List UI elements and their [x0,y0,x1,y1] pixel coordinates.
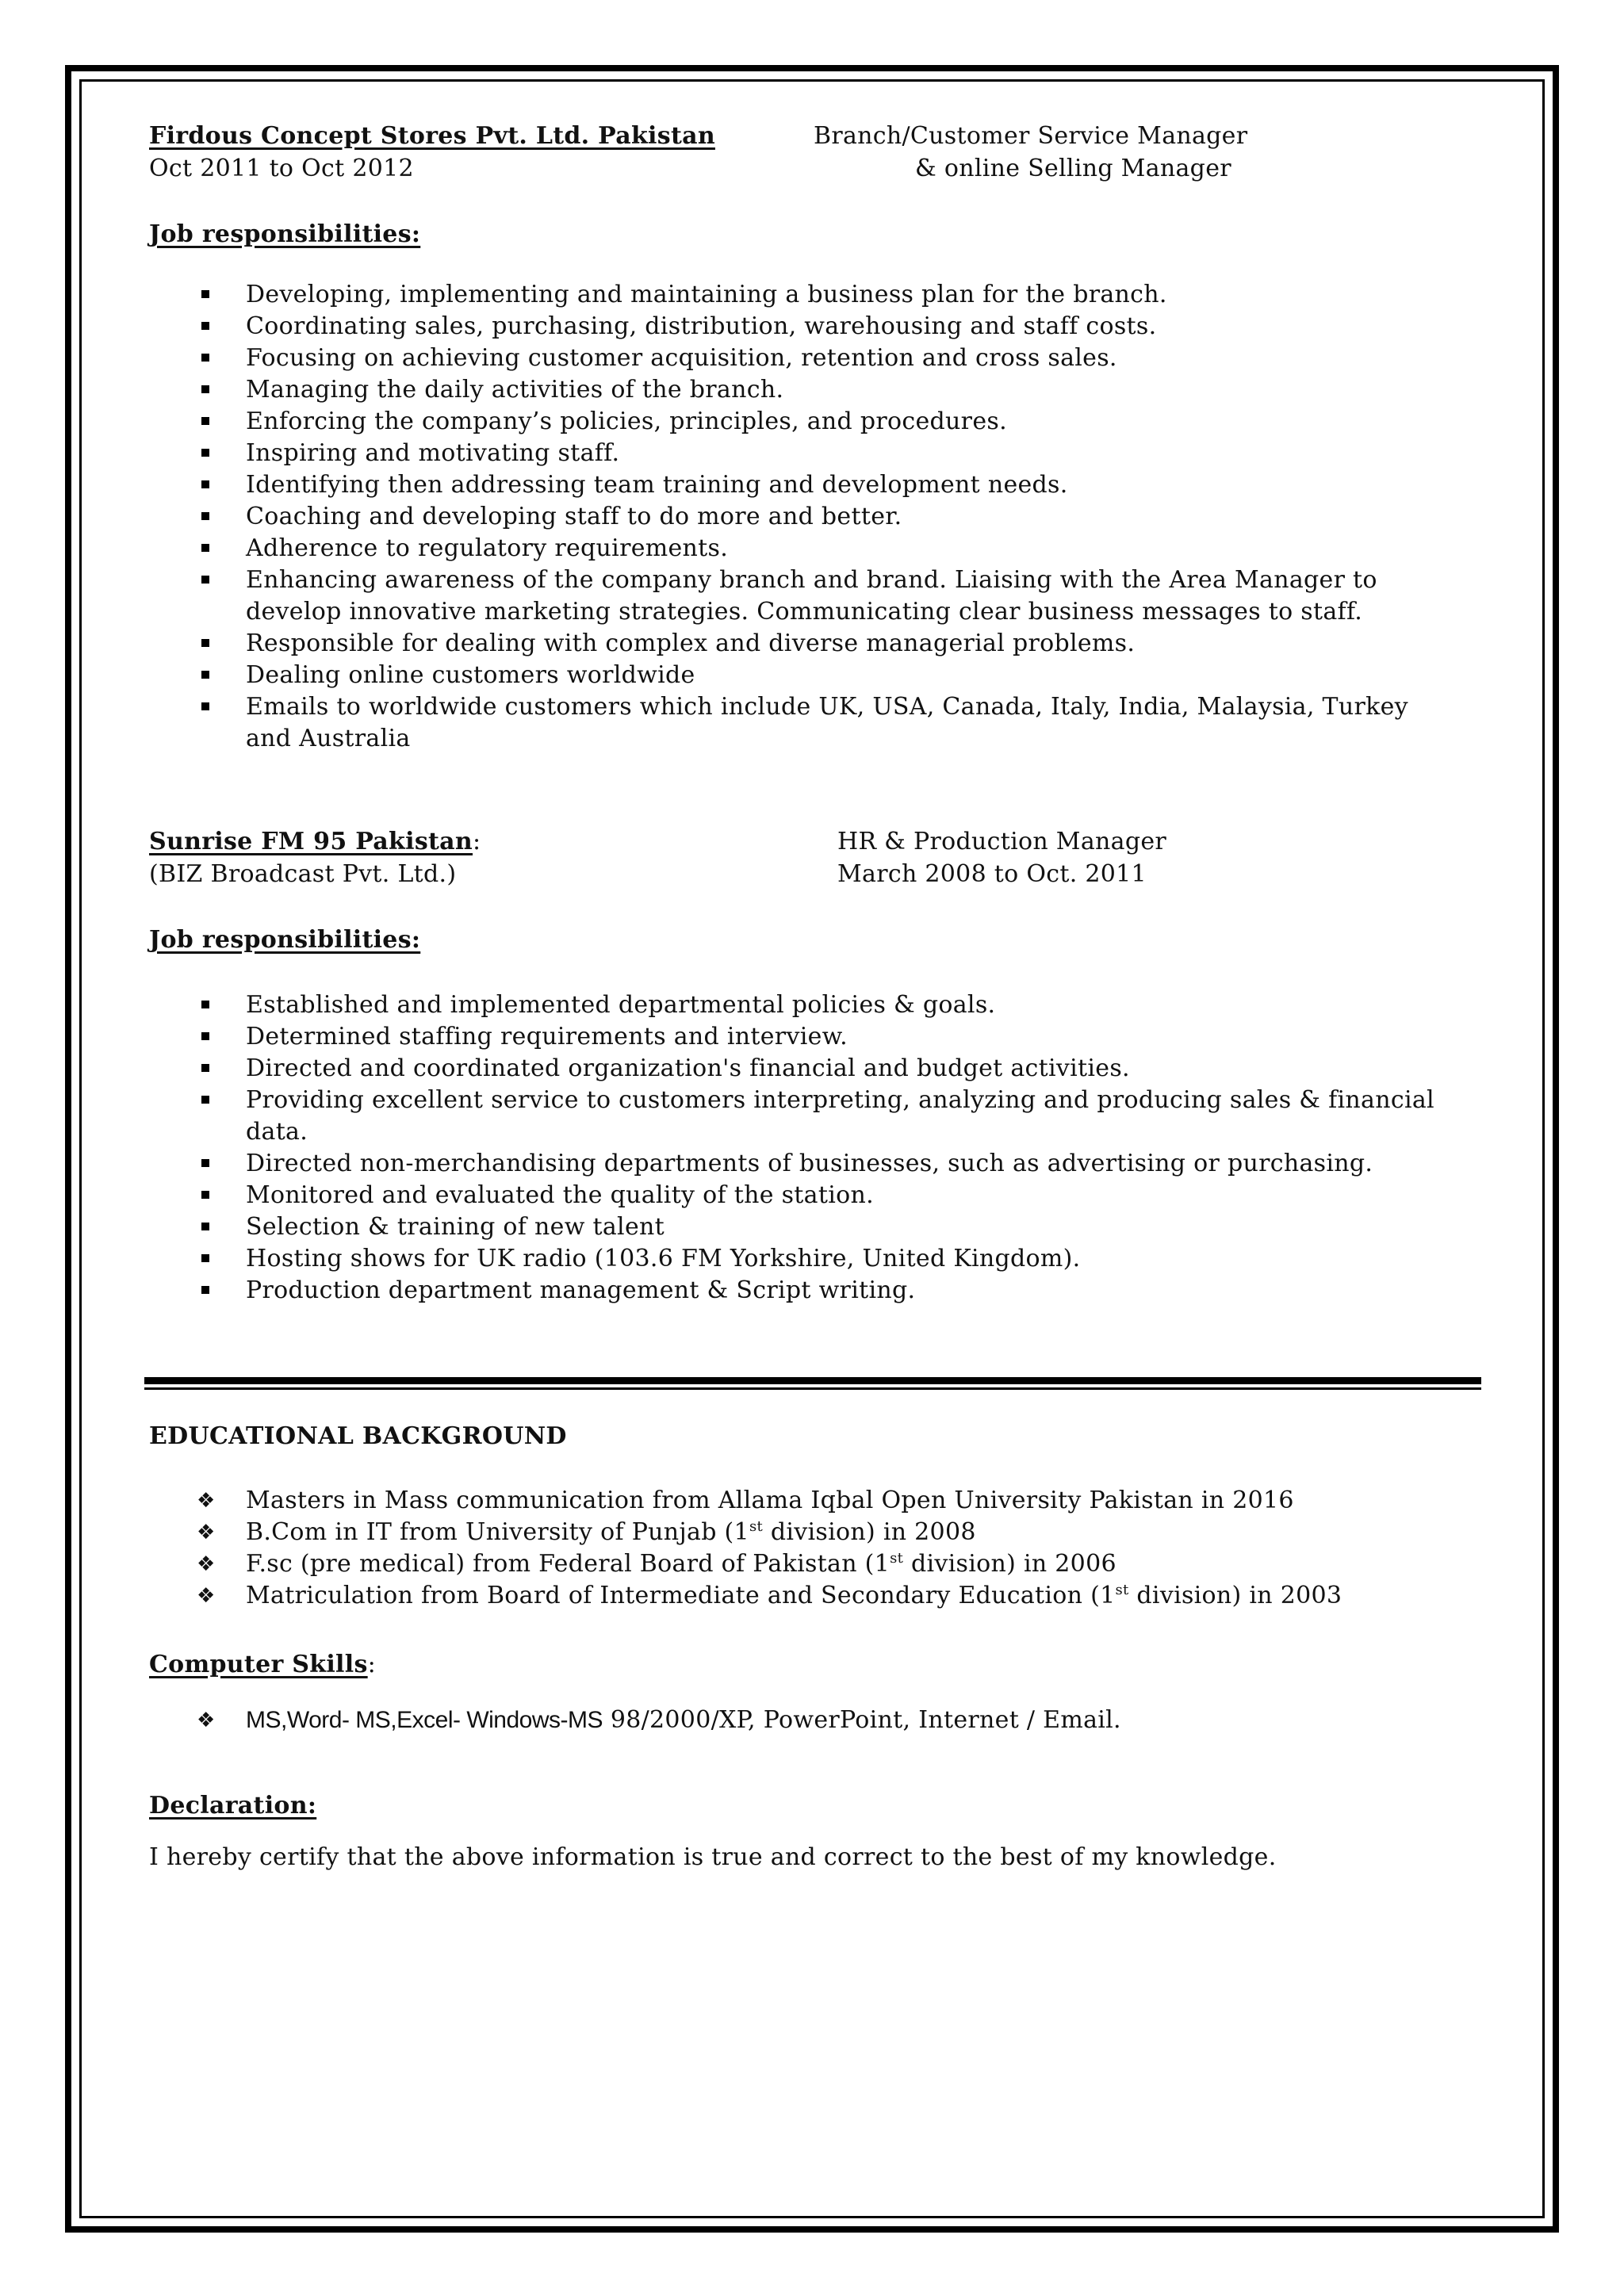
job1-resp-heading: Job responsibilities: [149,220,421,248]
skills-text-other: 98/2000/XP, PowerPoint, Internet / Email. [603,1706,1121,1734]
declaration-text: I hereby certify that the above information is true and correct to the best of my knowledge. [149,1843,1277,1871]
list-item: Developing, implementing and maintaining a business plan for the branch. [197,279,1475,311]
list-item: Inspiring and motivating staff. [197,438,1475,469]
list-item: Responsible for dealing with complex and diverse managerial problems. [197,628,1475,660]
list-item: Directed non-merchandising departments of businesses, such as advertising or purchasing. [197,1148,1388,1180]
job1-title-line1: Branch/Customer Service Manager [814,122,1248,150]
edu-text: division) in 2006 [903,1550,1116,1578]
list-item: Focusing on achieving customer acquisition, retention and cross sales. [197,342,1475,374]
list-item: Directed and coordinated organization's financial and budget activities. [197,1053,1499,1085]
skills-heading: Computer Skills [149,1651,368,1678]
edu-text: division) in 2008 [763,1518,976,1546]
job1-responsibility-list [197,279,1475,755]
edu-text: F.sc (pre medical) from Federal Board of Pakistan (1 [246,1550,891,1578]
edu-ordinal: st [749,1518,764,1535]
list-item: Enhancing awareness of the company branch and brand. Liaising with the Area Manager to develop innovative marketing strategies. Communicating clear business messages to staff. [197,564,1475,628]
list-item: Monitored and evaluated the quality of the station. [197,1180,1499,1211]
list-item [197,1517,1342,1548]
job2-responsibility-list [197,989,1499,1307]
edu-ordinal: st [1115,1582,1129,1598]
list-item: Emails to worldwide customers which include UK, USA, Canada, Italy, India, Malaysia, Turkey and Australia [197,691,1419,755]
list-item: Production department management & Script writing. [197,1275,1499,1307]
skills-list [197,1705,1121,1736]
edu-text: B.Com in IT from University of Punjab (1 [246,1518,749,1546]
list-item: Hosting shows for UK radio (103.6 FM Yorkshire, United Kingdom). [197,1243,1499,1275]
list-item [197,1580,1342,1612]
job2-company-sub: (BIZ Broadcast Pvt. Ltd.) [149,860,457,888]
list-item [197,1705,1121,1736]
list-item [197,1548,1342,1580]
job1-title-line2: & online Selling Manager [915,155,1231,182]
education-list [197,1485,1342,1612]
job2-dates: March 2008 to Oct. 2011 [837,860,1147,888]
list-item: Managing the daily activities of the branch. [197,374,1475,406]
education-heading: EDUCATIONAL BACKGROUND [149,1422,567,1450]
job2-company: Sunrise FM 95 Pakistan [149,828,473,855]
declaration-heading: Declaration: [149,1792,317,1820]
list-item: Identifying then addressing team training and development needs. [197,469,1475,501]
skills-text-office: MS,Word- MS,Excel- Windows-MS [246,1707,603,1733]
list-item: Adherence to regulatory requirements. [197,533,1475,564]
job1-dates: Oct 2011 to Oct 2012 [149,155,414,182]
job2-resp-heading: Job responsibilities: [149,926,421,954]
list-item: Coaching and developing staff to do more and better. [197,501,1475,533]
edu-text: Matriculation from Board of Intermediate and Secondary Education (1 [246,1582,1116,1609]
skills-heading-line [149,1649,376,1681]
list-item: ❖ Masters in Mass communication from Allama Iqbal Open University Pakistan in 2016 [197,1485,1342,1517]
list-item: Established and implemented departmental policies & goals. [197,989,1499,1021]
job1-company: Firdous Concept Stores Pvt. Ltd. Pakistan [149,122,715,150]
skills-heading-suffix: : [367,1651,377,1678]
job2-company-suffix: : [473,828,481,855]
section-divider-thin [144,1387,1481,1390]
edu-ordinal: st [890,1550,904,1567]
list-item: Coordinating sales, purchasing, distribution, warehousing and staff costs. [197,311,1475,342]
list-item: Selection & training of new talent [197,1211,1499,1243]
job2-company-line [149,826,481,858]
section-divider [144,1377,1481,1384]
list-item: Providing excellent service to customers interpreting, analyzing and producing sales & financial data. [197,1085,1499,1148]
list-item: Dealing online customers worldwide [197,660,1475,691]
list-item: Enforcing the company’s policies, principles, and procedures. [197,406,1475,438]
list-item: Determined staffing requirements and interview. [197,1021,1499,1053]
job2-title: HR & Production Manager [837,828,1167,855]
edu-text: division) in 2003 [1128,1582,1342,1609]
